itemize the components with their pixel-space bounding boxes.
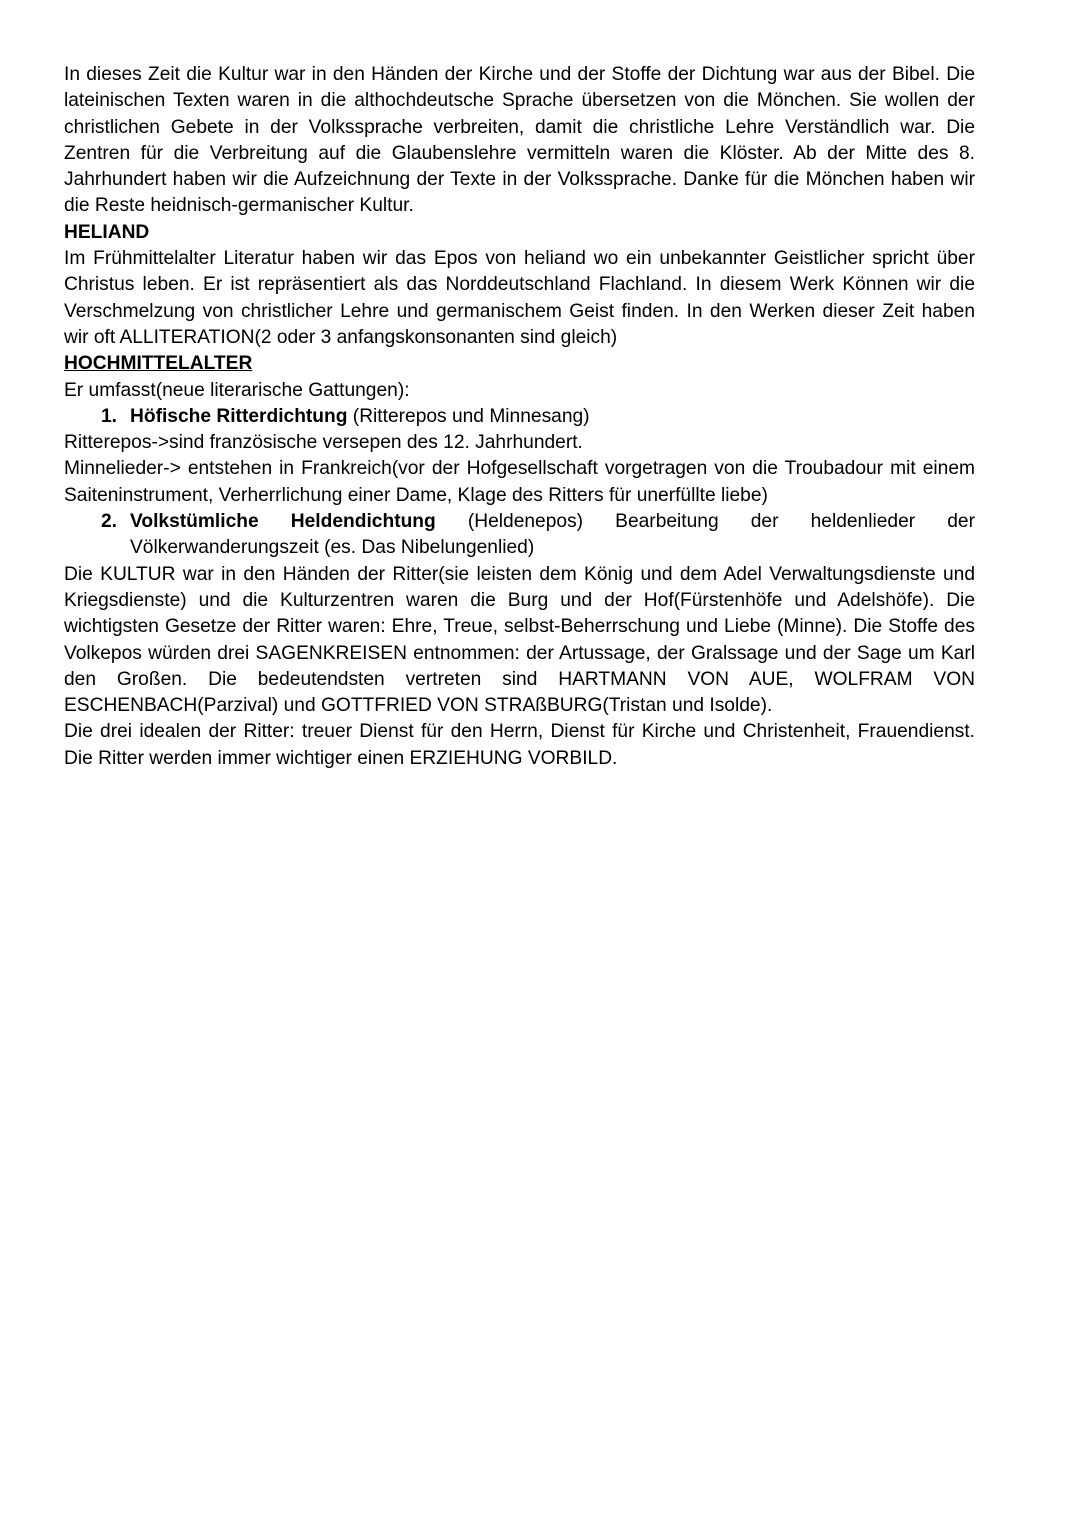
paragraph-intro: In dieses Zeit die Kultur war in den Händen der Kirche und der Stoffe der Dichtung war aus der Bibel. Die lateinischen Texten waren in die althochdeutsche Sprache übersetzen von die Mönchen. Sie wollen der christlichen Gebete in der Volkssprache verbreiten, damit die christliche Lehre Verständlich war. Die Zentren für die Verbreitung auf die Glaubenslehre vermitteln waren die Klöster. Ab der Mitte des 8. Jahrhundert haben wir die Aufzeichnung der Texte in der Volkssprache. Danke für die Mönchen haben wir die Reste heidnisch-germanischer Kultur.: [64, 64, 975, 217]
paragraph-kultur: Die KULTUR war in den Händen der Ritter(sie leisten dem König und dem Adel Verwaltungsdienste und Kriegsdienste) und die Kulturzentren waren die Burg und der Hof(Fürstenhöfe und Adelshöfe). Die wichtigsten Gesetze der Ritter waren: Ehre, Treue, selbst-Beherrschung und Liebe (Minne). Die Stoffe des Volkepos würden drei SAGENKREISEN entnommen: der Artussage, der Gralssage und der Sage um Karl den Großen. Die bedeutendsten vertreten sind HARTMANN VON AUE, WOLFRAM VON ESCHENBACH(Parzival) und GOTTFRIED VON STRAßBURG(Tristan und Isolde).: [64, 563, 975, 717]
list-item-1: [64, 404, 975, 430]
list-item-body: [130, 404, 975, 430]
list-item-text: (Ritterepos und Minnesang): [347, 405, 590, 427]
list-number: 2.: [100, 511, 117, 533]
document-page: [64, 62, 981, 772]
list-item-body: [130, 509, 981, 562]
paragraph-ideale: Die drei idealen der Ritter: treuer Dienst für den Herrn, Dienst für Kirche und Christenheit, Frauendienst. Die Ritter werden immer wichtiger einen ERZIEHUNG VORBILD.: [64, 721, 975, 769]
ritterepos-line: Ritterepos->sind französische versepen des 12. Jahrhundert.: [64, 432, 583, 454]
paragraph-heliand: Im Frühmittelalter Literatur haben wir das Epos von heliand wo ein unbekannter Geistlicher spricht über Christus leben. Er ist repräsentiert als das Norddeutschland Flachland. In diesem Werk Können wir die Verschmelzung von christlicher Lehre und germanischem Geist finden. In den Werken dieser Zeit haben wir oft ALLITERATION(2 oder 3 anfangskonsonanten sind gleich): [64, 248, 975, 348]
intro-line: Er umfasst(neue literarische Gattungen):: [64, 379, 410, 401]
heading-hochmittelalter: HOCHMITTELALTER: [64, 353, 253, 375]
heading-heliand: HELIAND: [64, 221, 150, 243]
minnelieder-line: Minnelieder-> entstehen in Frankreich(vor der Hofgesellschaft vorgetragen von die Troubadour mit einem Saiteninstrument, Verherrlichung einer Dame, Klage des Ritters für unerfüllte liebe): [64, 458, 975, 506]
list-item-title: Höfische Ritterdichtung: [130, 405, 348, 427]
list-number: 1.: [100, 405, 117, 427]
list-item-text: (Heldenepos) Bearbeitung der heldenlieder der Völkerwanderungszeit (es. Das Nibelungenlied): [130, 511, 981, 559]
list-item-2: [64, 509, 981, 562]
list-item-title: Volkstümliche Heldendichtung: [130, 511, 436, 533]
